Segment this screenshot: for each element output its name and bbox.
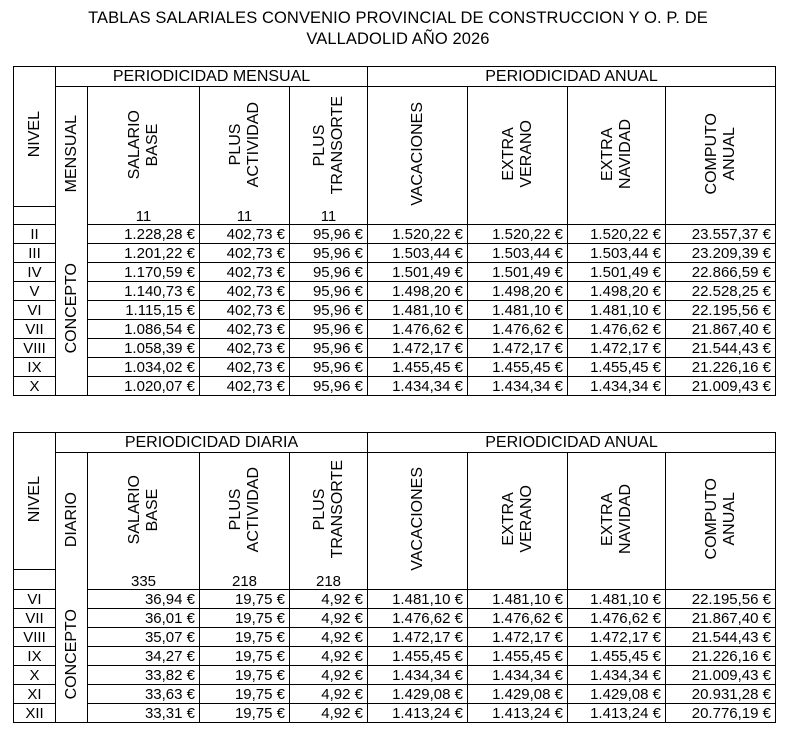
table-row	[14, 320, 776, 339]
monthly-salary-table	[13, 66, 776, 396]
cell-salario-base: 1.201,22 €	[88, 244, 200, 263]
col-extra-verano: EXTRA VERANO	[468, 453, 568, 590]
col-plus-actividad: PLUS ACTIVIDAD	[200, 87, 290, 207]
cell-salario-base: 36,94 €	[88, 590, 200, 609]
cell-salario-base: 1.170,59 €	[88, 263, 200, 282]
cell-plus-actividad: 402,73 €	[200, 358, 290, 377]
cell-plus-transporte: 4,92 €	[290, 590, 368, 609]
cell-salario-base: 34,27 €	[88, 647, 200, 666]
cell-computo-anual: 21.009,43 €	[666, 666, 776, 685]
cell-vacaciones: 1.434,34 €	[368, 666, 468, 685]
cell-plus-actividad: 402,73 €	[200, 225, 290, 244]
concepto-label: CONCEPTO	[56, 225, 88, 396]
cell-extra-navidad: 1.520,22 €	[568, 225, 666, 244]
cell-salario-base: 1.086,54 €	[88, 320, 200, 339]
table-row	[14, 225, 776, 244]
cell-plus-transporte: 95,96 €	[290, 225, 368, 244]
cell-plus-transporte: 95,96 €	[290, 282, 368, 301]
cell-plus-transporte: 4,92 €	[290, 704, 368, 723]
cell-plus-transporte: 95,96 €	[290, 377, 368, 396]
cell-extra-navidad: 1.472,17 €	[568, 339, 666, 358]
cell-computo-anual: 23.209,39 €	[666, 244, 776, 263]
table-row	[14, 647, 776, 666]
cell-plus-transporte: 95,96 €	[290, 301, 368, 320]
count-plus-actividad: 11	[200, 207, 290, 225]
cell-extra-navidad: 1.429,08 €	[568, 685, 666, 704]
table-row	[14, 377, 776, 396]
cell-extra-navidad: 1.434,34 €	[568, 666, 666, 685]
cell-extra-navidad: 1.434,34 €	[568, 377, 666, 396]
nivel-cell: VI	[14, 301, 56, 320]
group-header-annual: PERIODICIDAD ANUAL	[368, 433, 776, 453]
nivel-cell: VII	[14, 609, 56, 628]
cell-extra-navidad: 1.498,20 €	[568, 282, 666, 301]
cell-salario-base: 33,63 €	[88, 685, 200, 704]
period-label: MENSUAL	[56, 87, 88, 225]
table-row	[14, 244, 776, 263]
group-header-daily: PERIODICIDAD DIARIA	[56, 433, 368, 453]
cell-plus-actividad: 19,75 €	[200, 590, 290, 609]
cell-vacaciones: 1.472,17 €	[368, 339, 468, 358]
col-vacaciones: VACACIONES	[368, 453, 468, 590]
col-computo-anual: COMPUTO ANUAL	[666, 87, 776, 225]
concepto-label: CONCEPTO	[56, 590, 88, 723]
cell-extra-verano: 1.481,10 €	[468, 301, 568, 320]
cell-extra-verano: 1.476,62 €	[468, 609, 568, 628]
cell-extra-verano: 1.501,49 €	[468, 263, 568, 282]
cell-vacaciones: 1.501,49 €	[368, 263, 468, 282]
cell-computo-anual: 22.528,25 €	[666, 282, 776, 301]
col-salario-base: SALARIO BASE	[88, 453, 200, 570]
col-plus-transporte: PLUS TRANSORTE	[290, 87, 368, 207]
group-header-monthly: PERIODICIDAD MENSUAL	[56, 67, 368, 87]
cell-plus-actividad: 19,75 €	[200, 666, 290, 685]
cell-extra-navidad: 1.455,45 €	[568, 358, 666, 377]
cell-plus-transporte: 95,96 €	[290, 339, 368, 358]
nivel-cell: IX	[14, 358, 56, 377]
table-row	[14, 628, 776, 647]
cell-plus-actividad: 402,73 €	[200, 320, 290, 339]
cell-extra-navidad: 1.481,10 €	[568, 301, 666, 320]
title-line-2: VALLADOLID AÑO 2026	[306, 30, 490, 48]
cell-plus-actividad: 19,75 €	[200, 704, 290, 723]
table-row	[14, 358, 776, 377]
cell-plus-actividad: 402,73 €	[200, 377, 290, 396]
nivel-cell: VIII	[14, 339, 56, 358]
cell-vacaciones: 1.476,62 €	[368, 320, 468, 339]
cell-extra-verano: 1.481,10 €	[468, 590, 568, 609]
cell-plus-actividad: 402,73 €	[200, 244, 290, 263]
cell-vacaciones: 1.520,22 €	[368, 225, 468, 244]
nivel-cell: IX	[14, 647, 56, 666]
cell-plus-transporte: 4,92 €	[290, 666, 368, 685]
cell-plus-actividad: 19,75 €	[200, 628, 290, 647]
cell-vacaciones: 1.472,17 €	[368, 628, 468, 647]
cell-computo-anual: 21.867,40 €	[666, 320, 776, 339]
cell-computo-anual: 22.195,56 €	[666, 301, 776, 320]
count-plus-transporte: 11	[290, 207, 368, 225]
col-vacaciones: VACACIONES	[368, 87, 468, 225]
cell-salario-base: 35,07 €	[88, 628, 200, 647]
table-row	[14, 609, 776, 628]
cell-computo-anual: 21.009,43 €	[666, 377, 776, 396]
cell-plus-actividad: 402,73 €	[200, 282, 290, 301]
table-row	[14, 666, 776, 685]
nivel-cell: II	[14, 225, 56, 244]
cell-extra-verano: 1.434,34 €	[468, 666, 568, 685]
cell-extra-verano: 1.455,45 €	[468, 647, 568, 666]
cell-vacaciones: 1.455,45 €	[368, 358, 468, 377]
cell-extra-navidad: 1.476,62 €	[568, 320, 666, 339]
nivel-cell: X	[14, 666, 56, 685]
count-salario-base: 335	[88, 570, 200, 590]
count-salario-base: 11	[88, 207, 200, 225]
cell-vacaciones: 1.413,24 €	[368, 704, 468, 723]
cell-extra-verano: 1.472,17 €	[468, 339, 568, 358]
cell-vacaciones: 1.429,08 €	[368, 685, 468, 704]
nivel-cell: VI	[14, 590, 56, 609]
col-computo-anual: COMPUTO ANUAL	[666, 453, 776, 590]
document-title	[0, 8, 796, 50]
nivel-spacer	[14, 207, 56, 225]
cell-plus-transporte: 95,96 €	[290, 244, 368, 263]
cell-salario-base: 36,01 €	[88, 609, 200, 628]
col-extra-navidad: EXTRA NAVIDAD	[568, 87, 666, 225]
table-row	[14, 263, 776, 282]
cell-vacaciones: 1.481,10 €	[368, 301, 468, 320]
cell-vacaciones: 1.476,62 €	[368, 609, 468, 628]
cell-plus-actividad: 19,75 €	[200, 609, 290, 628]
cell-salario-base: 1.115,15 €	[88, 301, 200, 320]
cell-extra-verano: 1.503,44 €	[468, 244, 568, 263]
col-salario-base: SALARIO BASE	[88, 87, 200, 207]
cell-vacaciones: 1.481,10 €	[368, 590, 468, 609]
nivel-cell: XII	[14, 704, 56, 723]
count-plus-actividad: 218	[200, 570, 290, 590]
title-line-1: TABLAS SALARIALES CONVENIO PROVINCIAL DE CONSTRUCCION Y O. P. DE	[88, 9, 708, 27]
period-label: DIARIO	[56, 453, 88, 590]
cell-extra-verano: 1.413,24 €	[468, 704, 568, 723]
cell-computo-anual: 21.867,40 €	[666, 609, 776, 628]
table-row	[14, 685, 776, 704]
count-plus-transporte: 218	[290, 570, 368, 590]
table-row	[14, 590, 776, 609]
cell-plus-transporte: 95,96 €	[290, 263, 368, 282]
table-row	[14, 339, 776, 358]
cell-salario-base: 1.034,02 €	[88, 358, 200, 377]
group-header-annual: PERIODICIDAD ANUAL	[368, 67, 776, 87]
cell-computo-anual: 21.544,43 €	[666, 339, 776, 358]
cell-extra-verano: 1.472,17 €	[468, 628, 568, 647]
cell-vacaciones: 1.455,45 €	[368, 647, 468, 666]
cell-computo-anual: 21.226,16 €	[666, 647, 776, 666]
cell-salario-base: 1.228,28 €	[88, 225, 200, 244]
cell-plus-actividad: 19,75 €	[200, 647, 290, 666]
cell-extra-verano: 1.520,22 €	[468, 225, 568, 244]
table-row	[14, 704, 776, 723]
cell-computo-anual: 20.931,28 €	[666, 685, 776, 704]
cell-extra-navidad: 1.455,45 €	[568, 647, 666, 666]
cell-computo-anual: 23.557,37 €	[666, 225, 776, 244]
cell-plus-actividad: 402,73 €	[200, 339, 290, 358]
cell-extra-navidad: 1.476,62 €	[568, 609, 666, 628]
cell-plus-actividad: 19,75 €	[200, 685, 290, 704]
cell-extra-navidad: 1.503,44 €	[568, 244, 666, 263]
cell-computo-anual: 21.226,16 €	[666, 358, 776, 377]
cell-extra-navidad: 1.501,49 €	[568, 263, 666, 282]
cell-salario-base: 33,31 €	[88, 704, 200, 723]
cell-extra-verano: 1.434,34 €	[468, 377, 568, 396]
cell-extra-verano: 1.455,45 €	[468, 358, 568, 377]
cell-computo-anual: 22.866,59 €	[666, 263, 776, 282]
nivel-cell: III	[14, 244, 56, 263]
cell-computo-anual: 22.195,56 €	[666, 590, 776, 609]
cell-plus-transporte: 95,96 €	[290, 358, 368, 377]
cell-extra-verano: 1.429,08 €	[468, 685, 568, 704]
cell-extra-verano: 1.476,62 €	[468, 320, 568, 339]
cell-extra-navidad: 1.472,17 €	[568, 628, 666, 647]
cell-vacaciones: 1.498,20 €	[368, 282, 468, 301]
cell-plus-transporte: 4,92 €	[290, 647, 368, 666]
cell-salario-base: 1.020,07 €	[88, 377, 200, 396]
nivel-cell: IV	[14, 263, 56, 282]
cell-plus-actividad: 402,73 €	[200, 263, 290, 282]
cell-plus-transporte: 4,92 €	[290, 628, 368, 647]
cell-salario-base: 1.058,39 €	[88, 339, 200, 358]
nivel-cell: X	[14, 377, 56, 396]
col-plus-transporte: PLUS TRANSORTE	[290, 453, 368, 570]
nivel-header: NIVEL	[14, 67, 56, 207]
col-extra-verano: EXTRA VERANO	[468, 87, 568, 225]
cell-plus-transporte: 4,92 €	[290, 609, 368, 628]
table-row	[14, 301, 776, 320]
table-row	[14, 282, 776, 301]
cell-computo-anual: 21.544,43 €	[666, 628, 776, 647]
cell-computo-anual: 20.776,19 €	[666, 704, 776, 723]
nivel-cell: VIII	[14, 628, 56, 647]
cell-plus-actividad: 402,73 €	[200, 301, 290, 320]
col-plus-actividad: PLUS ACTIVIDAD	[200, 453, 290, 570]
cell-extra-navidad: 1.413,24 €	[568, 704, 666, 723]
nivel-header: NIVEL	[14, 433, 56, 570]
nivel-cell: XI	[14, 685, 56, 704]
cell-plus-transporte: 4,92 €	[290, 685, 368, 704]
cell-extra-verano: 1.498,20 €	[468, 282, 568, 301]
cell-vacaciones: 1.503,44 €	[368, 244, 468, 263]
cell-extra-navidad: 1.481,10 €	[568, 590, 666, 609]
cell-vacaciones: 1.434,34 €	[368, 377, 468, 396]
daily-salary-table	[13, 432, 776, 723]
nivel-spacer	[14, 570, 56, 590]
nivel-cell: V	[14, 282, 56, 301]
col-extra-navidad: EXTRA NAVIDAD	[568, 453, 666, 590]
cell-salario-base: 1.140,73 €	[88, 282, 200, 301]
nivel-cell: VII	[14, 320, 56, 339]
cell-plus-transporte: 95,96 €	[290, 320, 368, 339]
cell-salario-base: 33,82 €	[88, 666, 200, 685]
